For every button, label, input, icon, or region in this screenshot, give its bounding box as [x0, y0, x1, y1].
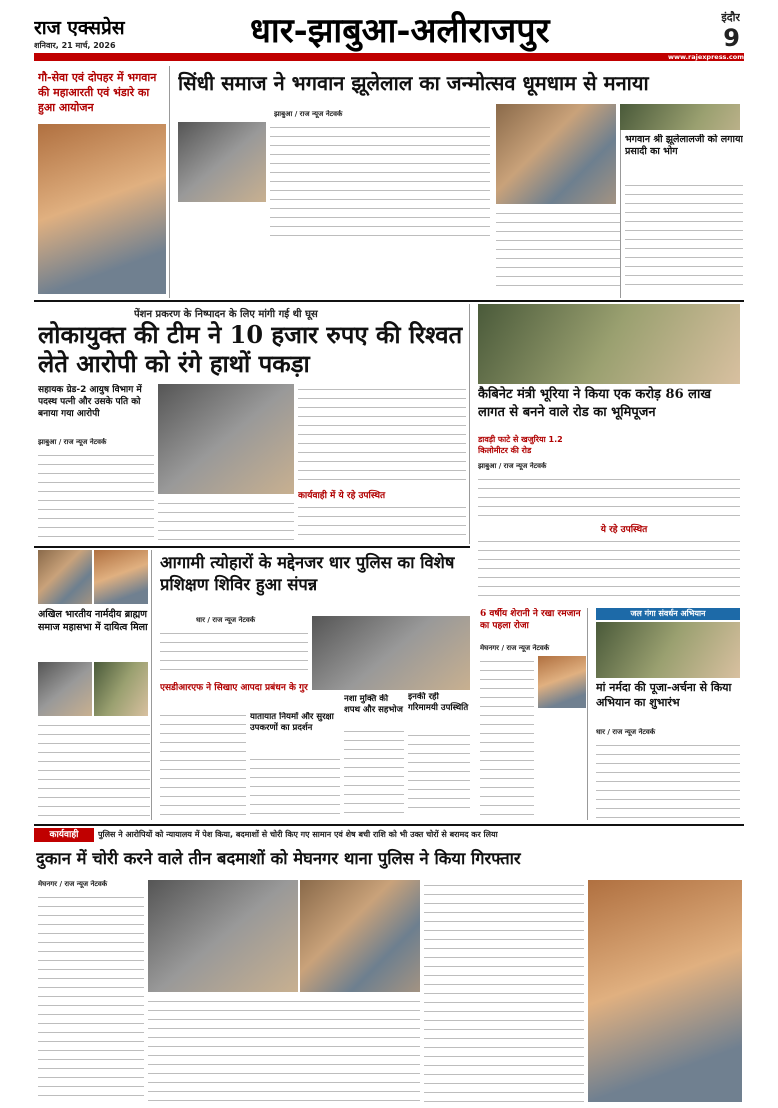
story-police — [156, 550, 474, 820]
police-rahi-body — [408, 730, 470, 816]
theft-body-2 — [148, 996, 420, 1102]
police-headline: आगामी त्योहारों के मद्देनजर धार पुलिस का विशेष प्रशिक्षण शिविर हुआ संपन्न — [160, 553, 455, 594]
sindhi-byline: झाबुआ / राज न्यूज नेटवर्क — [274, 110, 343, 118]
photo-person-1 — [38, 550, 92, 604]
photo-narmada — [596, 622, 740, 678]
paper-name: राज एक्सप्रेस — [34, 17, 125, 38]
theft-kicker: कार्यवाही — [34, 828, 94, 842]
sindhi-body — [270, 122, 490, 242]
story-roza — [478, 608, 588, 820]
lokayukt-body-3 — [298, 384, 466, 484]
bhuria-byline: झाबुआ / राज न्यूज नेटवर्क — [478, 462, 547, 470]
bhuria-body — [478, 474, 740, 518]
story-narmada — [592, 608, 744, 820]
lokayukt-headline: लोकायुक्त की टीम ने 10 हजार रुपए की रिश्वत लेते आरोपी को रंगे हाथों पकड़ा — [38, 320, 463, 378]
photo-roza — [538, 656, 586, 708]
police-nasha: नशा मुक्ति की शपथ और सहभोज — [344, 694, 403, 715]
photo-sindhi-1 — [496, 104, 616, 204]
roza-body — [480, 656, 534, 816]
story-naramdiya — [34, 550, 152, 820]
naramdiya-title: अखिल भारतीय नार्मदीय ब्राह्मण समाज महासभा में दायित्व मिला — [38, 609, 148, 633]
prasadi-title: भगवान श्री झूलेलालजी को लगाया प्रसादी का भोग — [625, 134, 743, 157]
lokayukt-box-title: कार्यवाही में ये रहे उपस्थित — [298, 491, 386, 500]
photo-accused — [588, 880, 742, 1102]
naramdiya-body — [38, 720, 150, 816]
bhuria-sub: डावड़ी फाटे से खजुरिया 1.2 किलोमीटर की रोड — [478, 435, 563, 455]
photo-theft-2 — [300, 880, 420, 992]
photo-police — [312, 616, 470, 690]
photo-bhuria — [478, 304, 740, 384]
prasadi-body — [625, 180, 743, 292]
bhuria-box-body — [478, 536, 740, 600]
photo-deity — [38, 124, 166, 294]
lokayukt-sub: सहायक ग्रेड-2 आयुष विभाग में पदस्थ पत्नी और उसके पति को बनाया गया आरोपी — [38, 385, 142, 419]
edition-title: धार-झाबुआ-अलीराजपुर — [250, 11, 550, 51]
police-nasha-body — [344, 726, 404, 816]
narmada-body — [596, 740, 740, 818]
story-prasadi — [620, 130, 744, 298]
photo-person-3 — [38, 662, 92, 716]
masthead — [0, 0, 778, 62]
issue-date: शनिवार, 21 मार्च, 2026 — [34, 41, 116, 50]
theft-body-1 — [38, 892, 144, 1102]
story-lokayukt — [34, 304, 470, 544]
photo-person-4 — [94, 662, 148, 716]
theft-byline: मेघनगर / राज न्यूज नेटवर्क — [38, 880, 108, 888]
narmada-kicker: जल गंगा संवर्धन अभियान — [596, 608, 740, 620]
lokayukt-kicker: पेंशन प्रकरण के निष्पादन के लिए मांगी गई थी घूस — [134, 309, 318, 320]
theft-strap: पुलिस ने आरोपियों को न्यायालय में पेश किया, बदमाशों से चोरी किए गए सामान एवं शेष बची राशि को भी उक्त चोरों से बरामद कर लिया — [98, 830, 498, 839]
divider-1 — [34, 300, 744, 302]
story-theft — [34, 828, 744, 1106]
website: www.rajexpress.com — [667, 53, 744, 61]
story-bhuria — [474, 304, 744, 604]
lokayukt-body-1 — [38, 450, 154, 540]
sindhi-headline: सिंधी समाज ने भगवान झूलेलाल का जन्मोत्सव धूमधाम से मनाया — [178, 71, 649, 95]
city-name: इंदौर — [721, 11, 740, 24]
theft-body-3 — [424, 880, 584, 1102]
divider-3 — [34, 824, 744, 826]
lokayukt-box-body — [298, 502, 466, 540]
theft-headline: दुकान में चोरी करने वाले तीन बदमाशों को मेघनगर थाना पुलिस ने किया गिरफ्तार — [36, 849, 521, 868]
narmada-byline: धार / राज न्यूज नेटवर्क — [596, 728, 656, 736]
police-byline: धार / राज न्यूज नेटवर्क — [196, 616, 256, 624]
photo-person-2 — [94, 550, 148, 604]
bhuria-box-title: ये रहे उपस्थित — [600, 525, 648, 534]
photo-theft-1 — [148, 880, 298, 992]
photo-sindhi-3 — [178, 122, 266, 202]
police-sdrf: एसडीआरएफ ने सिखाए आपदा प्रबंधन के गुर — [160, 683, 308, 693]
police-traffic-body — [250, 754, 340, 816]
roza-byline: मेघनगर / राज न्यूज नेटवर्क — [480, 644, 550, 652]
bhuria-headline: कैबिनेट मंत्री भूरिया ने किया एक करोड़ 86 लाख लागत से बनने वाले रोड का भूमिपूजन — [478, 387, 711, 420]
police-traffic: यातायात नियमों और सुरक्षा उपकरणों का प्रदर्शन — [250, 712, 334, 733]
story-gau-seva-title: गौ-सेवा एवं दोपहर में भगवान की महाआरती एवं भंडारे का हुआ आयोजन — [38, 71, 157, 114]
police-rahi: इनकी रही गरिमामयी उपस्थिति — [408, 692, 469, 713]
lokayukt-body-2 — [158, 498, 294, 540]
page-number: 9 — [723, 24, 740, 52]
police-sdrf-body — [160, 710, 246, 816]
lokayukt-byline: झाबुआ / राज न्यूज नेटवर्क — [38, 438, 107, 446]
photo-lokayukt — [158, 384, 294, 494]
roza-title: 6 वर्षीय शेरानी ने रखा रमजान का पहला रोजा — [480, 609, 581, 631]
police-body — [160, 628, 308, 676]
story-gau-seva — [34, 66, 170, 298]
narmada-headline: मां नर्मदा की पूजा-अर्चना से किया अभियान का शुभारंभ — [596, 681, 732, 709]
divider-2 — [34, 546, 470, 548]
